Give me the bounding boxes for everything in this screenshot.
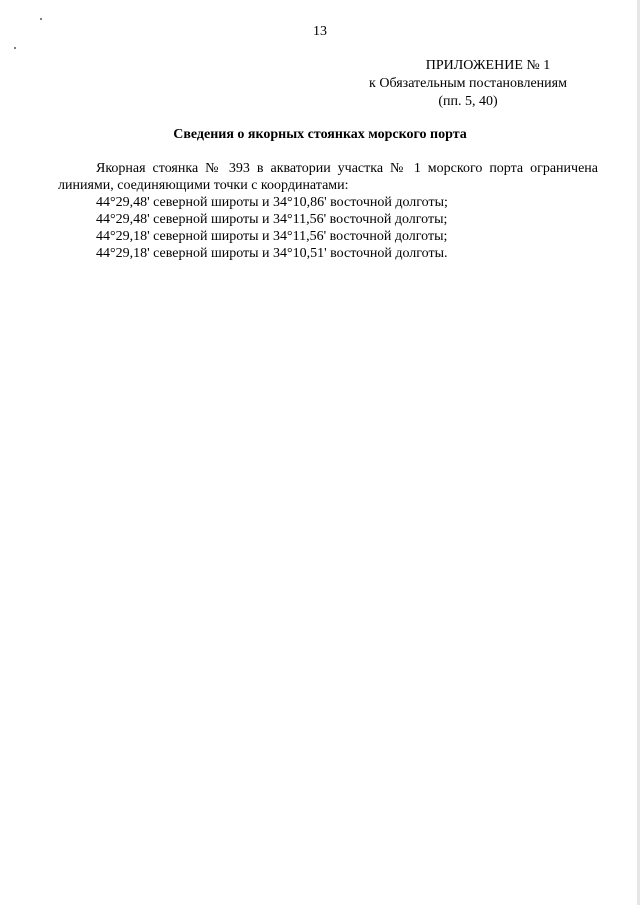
coordinate-line: 44°29,18' северной широты и 34°11,56' восточной долготы; — [96, 229, 448, 244]
scan-speck — [40, 18, 42, 20]
document-body — [58, 160, 598, 262]
document-heading: Сведения о якорных стоянках морского порта — [173, 127, 467, 142]
coordinate-line: 44°29,48' северной широты и 34°11,56' восточной долготы; — [96, 212, 448, 227]
appendix-reference: (пп. 5, 40) — [438, 94, 498, 109]
appendix-title: ПРИЛОЖЕНИЕ № 1 — [425, 58, 551, 73]
page-number: 13 — [313, 24, 327, 39]
appendix-block — [338, 57, 598, 111]
intro-paragraph: Якорная стоянка № 393 в акватории участка № 1 морского порта ограничена линиями, соединяющими точки с координатами: — [58, 161, 598, 193]
coordinate-line: 44°29,48' северной широты и 34°10,86' восточной долготы; — [96, 195, 448, 210]
coordinate-line: 44°29,18' северной широты и 34°10,51' восточной долготы. — [96, 246, 448, 261]
scan-speck — [14, 47, 16, 49]
appendix-subtitle: к Обязательным постановлениям — [369, 76, 567, 91]
